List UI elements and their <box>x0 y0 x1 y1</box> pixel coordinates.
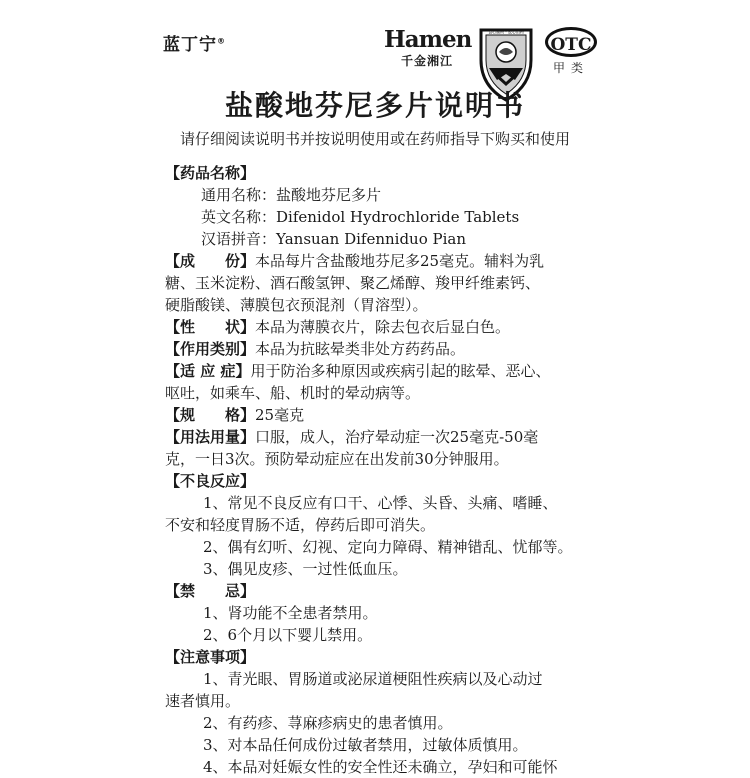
otc-class: 甲类 <box>552 61 589 75</box>
company-name-cn: 千金湘江 <box>400 54 453 68</box>
composition-text: 本品每片含盐酸地芬尼多25毫克。辅料为乳 <box>255 252 545 270</box>
contraindication-item: 2、6个月以下婴儿禁用。 <box>203 626 373 644</box>
precaution-item: 4、本品对妊娠女性的安全性还未确立，孕妇和可能怀 <box>203 758 558 776</box>
precaution-item: 3、对本品任何成份过敏者禁用，过敏体质慎用。 <box>203 736 528 754</box>
adverse-item: 2、偶有幻听、幻视、定向力障碍、精神错乱、忧郁等。 <box>203 538 573 556</box>
pinyin-name: 汉语拼音：Yansuan Difenniduo Pian <box>201 230 466 248</box>
indication-text: 用于防治多种原因或疾病引起的眩晕、恶心、 <box>250 362 551 380</box>
generic-name: 通用名称：盐酸地芬尼多片 <box>201 186 382 204</box>
section-heading-precautions: 【注意事项】 <box>165 648 256 666</box>
brand-logo-text: 蓝丁宁® <box>163 35 226 55</box>
category-text: 本品为抗眩晕类非处方药药品。 <box>255 340 466 358</box>
adverse-item: 3、偶见皮疹、一过性低血压。 <box>203 560 408 578</box>
section-heading-category: 【作用类别】 <box>165 340 256 358</box>
section-heading-composition: 【成 份】 <box>165 252 256 270</box>
section-heading-specification: 【规 格】 <box>165 406 256 424</box>
composition-row <box>165 250 603 272</box>
adverse-item: 1、常见不良反应有口干、心悸、头昏、头痛、嗜睡、 <box>203 494 558 512</box>
english-name: 英文名称：Difenidol Hydrochloride Tablets <box>201 208 520 226</box>
company-logo <box>384 28 470 69</box>
specification-text: 25毫克 <box>255 406 305 424</box>
emblem-text: 良心制药 · 放心用药 <box>488 29 524 35</box>
section-heading-properties: 【性 状】 <box>165 318 256 336</box>
contraindication-item: 1、肾功能不全患者禁用。 <box>203 604 378 622</box>
indication-text: 呕吐，如乘车、船、机时的晕动病等。 <box>165 384 421 402</box>
specification-row <box>165 404 603 426</box>
properties-text: 本品为薄膜衣片，除去包衣后显白色。 <box>255 318 511 336</box>
company-name-en: Hamen <box>384 26 472 53</box>
section-heading-adverse: 【不良反应】 <box>165 472 256 490</box>
otc-badge <box>543 27 599 76</box>
document-title: 盐酸地芬尼多片说明书 <box>224 89 525 122</box>
precaution-item: 速者慎用。 <box>165 692 241 710</box>
precaution-item: 1、青光眼、胃肠道或泌尿道梗阻性疾病以及心动过 <box>203 670 543 688</box>
otc-label: OTC <box>545 27 597 57</box>
composition-text: 硬脂酸镁、薄膜包衣预混剂（胃溶型）。 <box>165 296 428 314</box>
dosage-text: 口服，成人，治疗晕动症一次25毫克-50毫 <box>255 428 539 446</box>
precaution-item: 2、有药疹、荨麻疹病史的患者慎用。 <box>203 714 453 732</box>
section-heading-contraindications: 【禁 忌】 <box>165 582 256 600</box>
section-heading-dosage: 【用法用量】 <box>165 428 256 446</box>
dosage-row <box>165 426 603 448</box>
section-heading-indication: 【适 应 症】 <box>165 362 251 380</box>
indication-row <box>165 360 603 382</box>
properties-row <box>165 316 603 338</box>
dosage-text: 克，一日3次。预防晕动症应在出发前30分钟服用。 <box>165 450 509 468</box>
category-row <box>165 338 603 360</box>
document-subtitle: 请仔细阅读说明书并按说明使用或在药师指导下购买和使用 <box>179 130 570 148</box>
section-heading-name: 【药品名称】 <box>165 164 256 182</box>
leaflet-body <box>165 162 603 778</box>
composition-text: 糖、玉米淀粉、酒石酸氢钾、聚乙烯醇、羧甲纤维素钙、 <box>165 274 541 292</box>
adverse-item: 不安和轻度胃肠不适，停药后即可消失。 <box>165 516 436 534</box>
